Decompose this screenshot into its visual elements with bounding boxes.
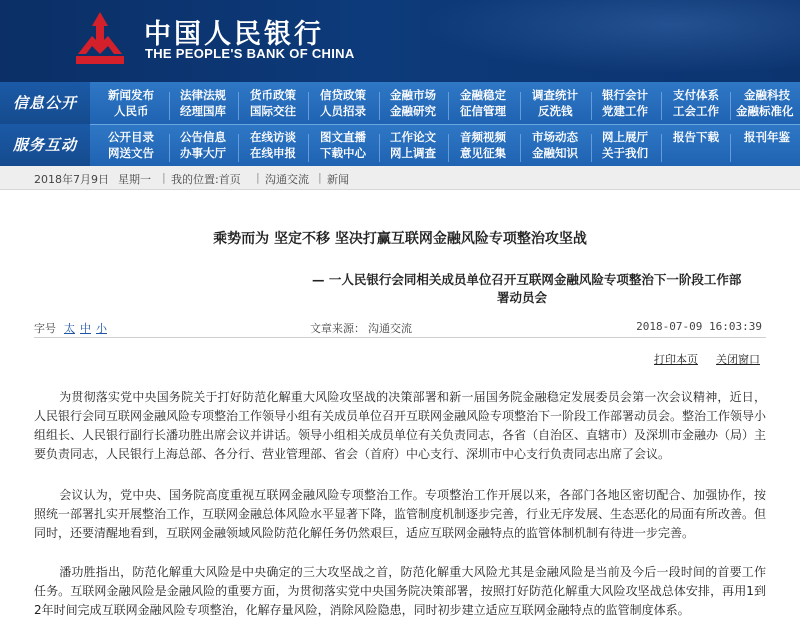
breadcrumb-section[interactable]: 沟通交流 (265, 173, 309, 186)
nav-link[interactable]: 意见征集 (460, 146, 506, 160)
font-size-medium-link[interactable]: 中 (80, 322, 91, 335)
nav-divider (730, 134, 731, 162)
nav-link[interactable]: 公告信息 (180, 130, 226, 144)
article-title: 乘势而为 坚定不移 坚决打赢互联网金融风险专项整治攻坚战 (213, 231, 587, 247)
nav-link[interactable]: 报刊年鉴 (744, 130, 790, 144)
publish-datetime: 2018-07-09 16:03:39 (636, 320, 762, 333)
article-paragraph: 潘功胜指出，防范化解重大风险是中央确定的三大攻坚战之首，防范化解重大风险尤其是金融风险是当前及今后一段时间的首要工作任务。互联网金融风险是金融风险的重要方面，为贯彻落实党中央国务院决策部署，按照打好防范化解重大风险攻坚战总体安排，再用1到2年时间完成互联网金融风险专项整治，化解存量风险，消除风险隐患，同时初步建立适应互联网金融特点的监管制度体系。 (34, 565, 766, 617)
nav-link[interactable]: 法律法规 (180, 88, 226, 102)
font-size-large-link[interactable]: 太 (64, 322, 75, 335)
nav-link[interactable]: 网上展厅 (602, 130, 648, 144)
nav-link[interactable]: 党建工作 (602, 104, 648, 118)
nav-divider (730, 92, 731, 120)
nav-link[interactable]: 网送文告 (108, 146, 154, 160)
article-meta (34, 318, 766, 338)
nav-link[interactable]: 货币政策 (250, 88, 296, 102)
nav-link[interactable]: 银行会计 (602, 88, 648, 102)
nav-divider (238, 92, 239, 120)
nav-link[interactable]: 报告下载 (673, 130, 719, 144)
nav-link[interactable]: 图文直播 (320, 130, 366, 144)
print-page-link[interactable]: 打印本页 (654, 353, 698, 366)
breadcrumb (0, 166, 800, 190)
pboc-emblem-icon[interactable] (70, 10, 130, 70)
nav-link[interactable]: 调查统计 (532, 88, 578, 102)
nav-link[interactable]: 市场动态 (532, 130, 578, 144)
nav-divider (520, 92, 521, 120)
nav-link[interactable]: 人员招录 (320, 104, 366, 118)
nav-link[interactable]: 在线申报 (250, 146, 296, 160)
nav-row-service (0, 124, 800, 166)
nav-link[interactable]: 网上调查 (390, 146, 436, 160)
breadcrumb-separator: | (162, 171, 166, 184)
nav-link[interactable]: 工作论文 (390, 130, 436, 144)
nav-divider (661, 92, 662, 120)
nav-divider (379, 92, 380, 120)
nav-link[interactable]: 音频视频 (460, 130, 506, 144)
nav-divider (379, 134, 380, 162)
nav-divider (591, 134, 592, 162)
nav-link[interactable]: 金融稳定 (460, 88, 506, 102)
nav-links-info (96, 86, 800, 122)
breadcrumb-page[interactable]: 新闻 (327, 173, 349, 186)
nav-link[interactable]: 金融市场 (390, 88, 436, 102)
article-subtitle: — 一人民银行会同相关成员单位召开互联网金融风险专项整治下一阶段工作部 (312, 272, 742, 287)
breadcrumb-home[interactable]: 我的位置:首页 (171, 173, 241, 186)
nav-link[interactable]: 在线访谈 (250, 130, 296, 144)
font-size-small-link[interactable]: 小 (96, 322, 107, 335)
header-decoration (380, 0, 800, 82)
nav-link[interactable]: 国际交往 (250, 104, 296, 118)
nav-divider (448, 134, 449, 162)
font-size-label: 字号 (34, 322, 56, 335)
nav-link[interactable]: 办事大厅 (180, 146, 226, 160)
nav-link[interactable]: 金融标准化 (736, 104, 794, 118)
article-subtitle-continued: 署动员会 (497, 290, 548, 305)
nav-link[interactable]: 人民币 (114, 104, 149, 118)
nav-divider (308, 92, 309, 120)
article-source: 沟通交流 (368, 322, 412, 335)
site-header (0, 0, 800, 82)
article-paragraph: 为贯彻落实党中央国务院关于打好防范化解重大风险攻坚战的决策部署和新一届国务院金融稳定发展委员会第一次会议精神，近日，人民银行会同互联网金融风险专项整治工作领导小组有关成员单位召开互联网金融风险专项整治下一阶段工作部署动员会。整治工作领导小组组长、人民银行副行长潘功胜出席会议并讲话。领导小组相关成员单位有关负责同志，各省（自治区、直辖市）及深圳市金融办（局）主要负责同志，人民银行上海总部、各分行、营业管理部、省会（首府）中心支行、深圳市中心支行负责同志出席了会议。 (34, 390, 767, 461)
breadcrumb-separator: | (256, 171, 260, 184)
nav-row-info (0, 82, 800, 124)
nav-divider (238, 134, 239, 162)
nav-link[interactable]: 金融科技 (744, 88, 790, 102)
nav-divider (661, 134, 662, 162)
nav-divider (591, 92, 592, 120)
breadcrumb-separator: | (318, 171, 322, 184)
nav-link[interactable]: 信贷政策 (320, 88, 366, 102)
nav-links-service (96, 128, 800, 164)
article-paragraph: 会议认为，党中央、国务院高度重视互联网金融风险专项整治工作。专项整治工作开展以来，各部门各地区密切配合、加强协作，按照统一部署扎实开展整治工作，互联网金融总体风险水平显著下降，监管制度机制逐步完善，行业无序发展、生态恶化的局面有所改善。但同时，还要清醒地看到，互联网金融领域风险防范化解任务仍然艰巨，适应互联网金融特点的监管体制机制有待进一步完善。 (34, 488, 767, 540)
nav-link[interactable]: 公开目录 (108, 130, 154, 144)
nav-link[interactable]: 经理国库 (180, 104, 226, 118)
close-window-link[interactable]: 关闭窗口 (716, 353, 760, 366)
nav-divider (169, 134, 170, 162)
nav-link[interactable]: 关于我们 (602, 146, 648, 160)
current-weekday: 星期一 (118, 173, 151, 186)
nav-divider (169, 92, 170, 120)
source-label: 文章来源： (310, 322, 365, 335)
brand-name-english[interactable]: THE PEOPLE'S BANK OF CHINA (145, 46, 355, 61)
nav-row-divider (0, 124, 800, 125)
nav-divider (448, 92, 449, 120)
nav-divider (520, 134, 521, 162)
nav-link[interactable]: 工会工作 (673, 104, 719, 118)
nav-link[interactable]: 支付体系 (673, 88, 719, 102)
nav-link[interactable]: 反洗钱 (538, 104, 573, 118)
nav-link[interactable]: 下载中心 (320, 146, 366, 160)
nav-link[interactable]: 金融研究 (390, 104, 436, 118)
nav-label-service: 服务互动 (0, 124, 90, 166)
nav-link[interactable]: 金融知识 (532, 146, 578, 160)
nav-divider (308, 134, 309, 162)
nav-link[interactable]: 征信管理 (460, 104, 506, 118)
current-date: 2018年7月9日 (34, 173, 109, 186)
nav-link[interactable]: 新闻发布 (108, 88, 154, 102)
nav-label-info: 信息公开 (0, 82, 90, 124)
brand-name-chinese[interactable]: 中国人民银行 (144, 19, 324, 50)
